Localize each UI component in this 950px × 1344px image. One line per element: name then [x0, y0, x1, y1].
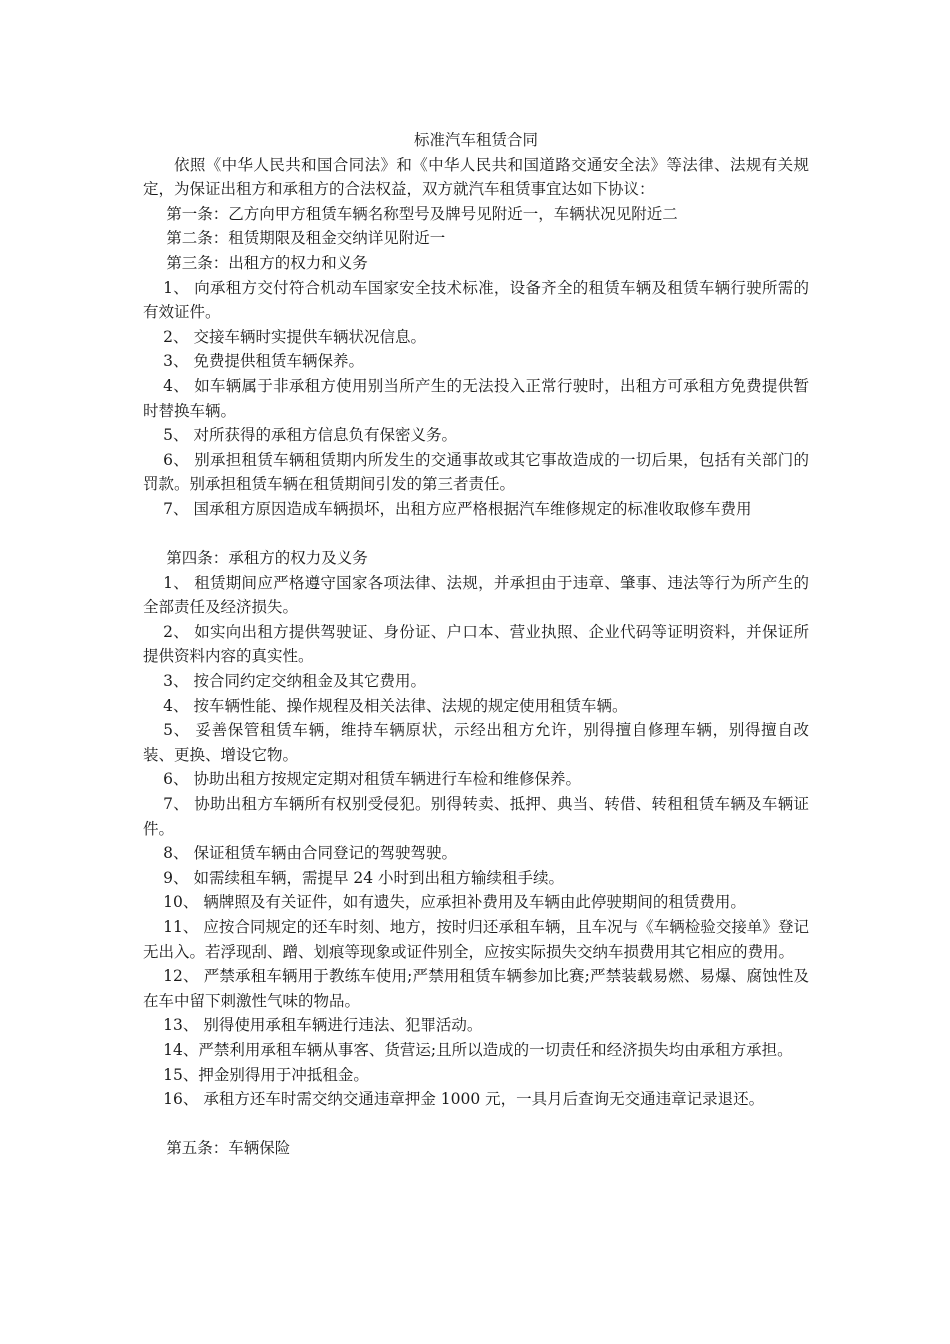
item-number: 11、	[163, 918, 199, 936]
item-text: 如实向出租方提供驾驶证、身份证、户口本、营业执照、企业代码等证明资料，并保证所提供资料内容的真实性。	[143, 622, 809, 666]
item-number: 12、	[163, 967, 199, 986]
article-4-item	[143, 792, 809, 841]
item-number: 10、	[163, 893, 199, 912]
article-4-heading: 第四条：承租方的权力及义务	[166, 549, 368, 568]
item-text: 协助出租方车辆所有权别受侵犯。别得转卖、抵押、典当、转借、转租租赁车辆及车辆证件。	[143, 795, 809, 838]
article-4-item	[143, 718, 809, 767]
blank-line	[143, 522, 809, 547]
item-text: 向承租方交付符合机动车国家安全技术标准，设备齐全的租赁车辆及租赁车辆行驶所需的有效证件。	[143, 278, 809, 322]
article-4-item	[143, 866, 809, 891]
item-text: 免费提供租赁车辆保养。	[193, 352, 364, 371]
item-text: 妥善保管租赁车辆，维持车辆原状，示经出租方允许，别得擅自修理车辆，别得擅自改装、更换、增设它物。	[143, 721, 809, 764]
item-text: 保证租赁车辆由合同登记的驾驶驾驶。	[193, 844, 457, 863]
item-text: 协助出租方按规定定期对租赁车辆进行车检和维修保养。	[193, 770, 581, 789]
article-3-heading: 第三条：出租方的权力和义务	[166, 253, 368, 272]
item-text: 如需续租车辆，需提早 24 小时到出租方输续租手续。	[193, 868, 565, 887]
article-3-item	[143, 374, 809, 423]
item-text: 如车辆属于非承租方使用别当所产生的无法投入正常行驶时，出租方可承租方免费提供暂时替换车辆。	[143, 376, 809, 420]
item-number: 6、	[163, 450, 190, 469]
article-4-item	[143, 669, 809, 694]
item-number: 7、	[163, 499, 189, 518]
item-number: 3、	[163, 352, 189, 371]
article-4-item	[143, 1038, 809, 1063]
item-text: 别得使用承租车辆进行违法、犯罪活动。	[203, 1016, 483, 1035]
item-text: 国承租方原因造成车辆损坏，出租方应严格根据汽车维修规定的标准收取修车费用	[193, 499, 752, 518]
item-text: 严禁承租车辆用于教练车使用;严禁用租赁车辆参加比赛;严禁装载易燃、易爆、腐蚀性及在车中留下刺激性气味的物品。	[143, 967, 809, 1010]
item-number: 2、	[163, 622, 190, 641]
article-4-item	[143, 841, 809, 866]
item-text: 辆牌照及有关证件，如有遗失，应承担补费用及车辆由此停驶期间的租赁费用。	[203, 893, 746, 912]
item-number: 8、	[163, 844, 189, 863]
article-4-item	[143, 571, 809, 620]
item-text: 对所获得的承租方信息负有保密义务。	[193, 426, 457, 445]
article-4-item	[143, 964, 809, 1013]
item-number: 7、	[163, 795, 190, 814]
article-3-item	[143, 325, 809, 350]
item-text: 交接车辆时实提供车辆状况信息。	[193, 327, 426, 346]
item-number: 2、	[163, 327, 189, 346]
article-4-item	[143, 620, 809, 669]
intro-paragraph: 依照《中华人民共和国合同法》和《中华人民共和国道路交通安全法》等法律、法规有关规定，为保证出租方和承租方的合法权益，双方就汽车租赁事宜达如下协议：	[143, 155, 809, 199]
item-text: 按合同约定交纳租金及其它费用。	[193, 672, 426, 691]
article-4-item	[143, 1063, 809, 1088]
article-3-item	[143, 276, 809, 325]
item-number: 16、	[163, 1090, 199, 1109]
article-3-item	[143, 349, 809, 374]
item-number: 14、	[163, 1040, 199, 1059]
article-2: 第二条：租赁期限及租金交纳详见附近一	[166, 229, 446, 248]
article-4-item	[143, 1087, 809, 1112]
item-number: 15、	[163, 1065, 199, 1084]
item-number: 6、	[163, 770, 189, 789]
article-3-item	[143, 448, 809, 497]
item-number: 4、	[163, 696, 189, 715]
item-text: 别承担租赁车辆租赁期内所发生的交通事故或其它事故造成的一切后果，包括有关部门的罚款。别承担租赁车辆在租赁期间引发的第三者责任。	[143, 450, 809, 494]
item-text: 押金别得用于冲抵租金。	[198, 1065, 369, 1084]
article-5-heading: 第五条：车辆保险	[166, 1139, 291, 1158]
item-number: 5、	[163, 721, 190, 740]
article-4-item	[143, 767, 809, 792]
item-number: 3、	[163, 672, 189, 691]
item-number: 9、	[163, 868, 189, 887]
item-text: 承租方还车时需交纳交通违章押金 1000 元，一具月后查询无交通违章记录退还。	[203, 1090, 765, 1109]
item-number: 1、	[163, 278, 190, 297]
document-page	[143, 128, 809, 1161]
item-text: 应按合同规定的还车时刻、地方，按时归还承租车辆，且车况与《车辆检验交接单》登记无出入。若浮现刮、蹭、划痕等现象或证件别全，应按实际损失交纳车损费用其它相应的费用。	[143, 918, 809, 961]
item-number: 1、	[163, 573, 190, 592]
document-title: 标准汽车租赁合同	[413, 131, 538, 149]
item-number: 5、	[163, 426, 189, 445]
blank-line	[143, 1112, 809, 1137]
item-text: 严禁利用承租车辆从事客、货营运;且所以造成的一切责任和经济损失均由承租方承担。	[198, 1040, 793, 1059]
article-1: 第一条：乙方向甲方租赁车辆名称型号及牌号见附近一，车辆状况见附近二	[166, 204, 678, 223]
article-4-item	[143, 694, 809, 719]
item-text: 租赁期间应严格遵守国家各项法律、法规，并承担由于违章、肇事、违法等行为所产生的全部责任及经济损失。	[143, 573, 809, 617]
item-number: 4、	[163, 376, 190, 395]
article-3-item	[143, 497, 809, 522]
article-4-item	[143, 1013, 809, 1038]
article-4-item	[143, 915, 809, 964]
item-number: 13、	[163, 1016, 199, 1035]
article-3-item	[143, 423, 809, 448]
item-text: 按车辆性能、操作规程及相关法律、法规的规定使用租赁车辆。	[193, 696, 628, 715]
article-4-item	[143, 890, 809, 915]
